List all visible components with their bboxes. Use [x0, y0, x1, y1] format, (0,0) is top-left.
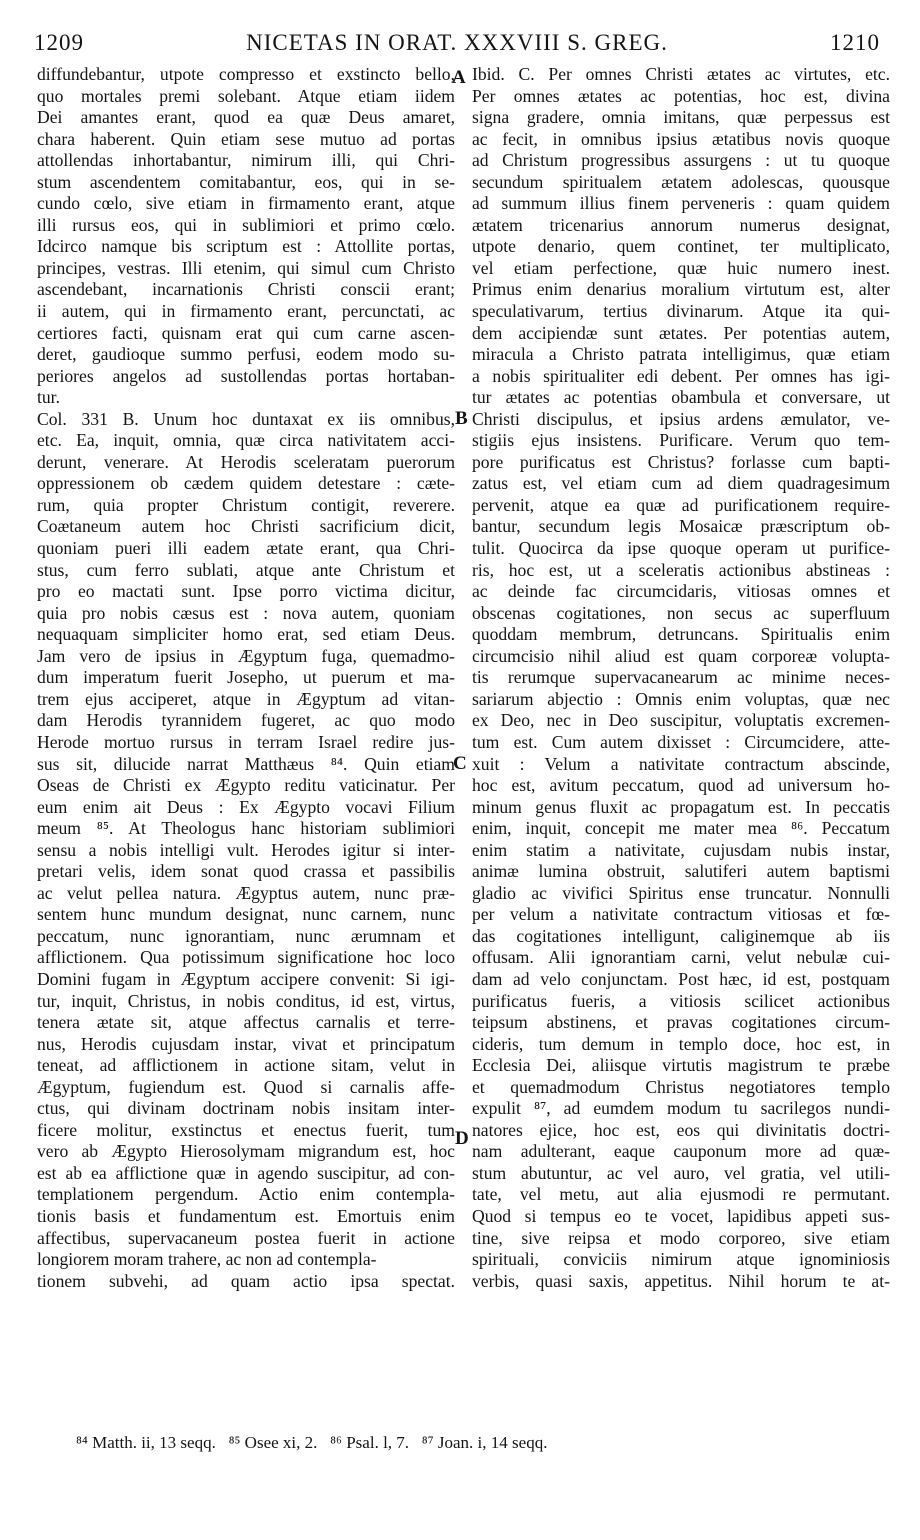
text-line: tenera ætate sit, atque affectus carnalis et terre- — [37, 1012, 455, 1033]
text-line: sentem hunc mundum designat, nunc carnem, nunc — [37, 904, 455, 925]
text-line: nequaquam simpliciter homo erat, sed etiam Deus. — [37, 624, 455, 645]
text-line: longiorem moram trahere, ac non ad contempla- — [37, 1249, 377, 1270]
text-line: tis rerumque supervacanearum ac minime neces- — [472, 667, 890, 688]
text-line: stigiis ejus insistens. Purificare. Verum quo tem- — [472, 430, 890, 451]
text-line: Christi discipulus, et ipsius ardens æmulator, ve- — [472, 408, 890, 429]
page-number-right: 1210 — [830, 30, 880, 55]
text-line: Dei amantes erant, quod ea quæ Deus amaret, — [37, 107, 455, 128]
text-line: principes, vestras. Illi etenim, qui simul cum Christo — [37, 257, 455, 278]
text-line: ex Deo, nec in Deo suscipitur, voluptatis excremen- — [472, 710, 890, 731]
text-line: enim statim a nativitate, cujusdam nubis instar, — [472, 839, 890, 860]
text-line: Domini fugam in Ægyptum accipere convenit: Si igi- — [37, 968, 455, 989]
text-line: tionis basis et fundamentum est. Emortuis enim — [37, 1205, 455, 1226]
text-line: sariarum abjectio : Omnis enim voluptas, quæ nec — [472, 688, 890, 709]
text-line: tur ætates ac potentias obambula et conversare, ut — [472, 387, 890, 408]
text-line: tulit. Quocirca da ipse quoque operam ut purifice- — [472, 538, 890, 559]
text-line: vel etiam perfectione, quæ huic numero inest. — [472, 257, 890, 278]
text-line: quo mortales premi solebant. Atque etiam iidem — [37, 85, 455, 106]
text-line: tur, inquit, Christus, in nobis conditus, id est, virtus, — [37, 990, 455, 1011]
text-line: eum enim ait Deus : Ex Ægypto vocavi Filium — [37, 796, 455, 817]
text-line: pervenit, atque ea quæ ad purificationem require- — [472, 494, 890, 515]
text-line: stum abutuntur, ac vel auro, vel gratia, vel utili- — [472, 1162, 890, 1183]
text-line: Quod si tempus eo te vocet, lapidibus appeti sus- — [472, 1205, 890, 1226]
text-line: Primus enim denarius moralium virtutum est, alter — [472, 279, 890, 300]
text-line: vero ab Ægypto Hierosolymam migrandum est, hoc — [37, 1141, 455, 1162]
text-line: periores angelos ad sustollendas portas hortaban- — [37, 365, 455, 386]
margin-marker-c: C — [453, 753, 467, 774]
text-line: meum ⁸⁵. At Theologus hanc historiam sublimiori — [37, 818, 455, 839]
text-line: ad Christum progressibus assurgens : ut tu quoque — [472, 150, 890, 171]
text-line: tum est. Cum autem dixisset : Circumcidere, atte- — [472, 731, 890, 752]
text-line: affectibus, supervacaneum postea fuerit in actione — [37, 1227, 455, 1248]
text-line: ii autem, qui in firmamento erant, percunctati, ac — [37, 301, 455, 322]
left-column — [37, 64, 455, 1292]
text-line: ad summum illius finem perveneris : quam quidem — [472, 193, 890, 214]
text-line: cundo cœlo, sive etiam in firmamento erant, atque — [37, 193, 455, 214]
text-line: quoddam membrum, detruncans. Spiritualis enim — [472, 624, 890, 645]
text-line: ficere molitur, exstinctus et enectus fuerit, tum — [37, 1119, 455, 1140]
text-line: sensu a nobis intelligi vult. Herodes igitur si inter- — [37, 839, 455, 860]
text-line: quia pro nobis cæsus est : nova autem, quoniam — [37, 602, 455, 623]
text-line: pretari velis, idem sonat quod crassa et passibilis — [37, 861, 455, 882]
text-line: expulit ⁸⁷, ad eumdem modum tu sacrilegos nundi- — [472, 1098, 890, 1119]
text-line: Per omnes ætates ac potentias, hoc est, divina — [472, 85, 890, 106]
text-line: rum, quia propter Christum contigit, reverere. — [37, 494, 455, 515]
text-line: stus, cum ferro sublati, atque ante Christum et — [37, 559, 455, 580]
text-line: tine, sive reipsa et modo corporeo, sive etiam — [472, 1227, 890, 1248]
text-line: attollendas inhortabantur, nimirum illi, qui Chri- — [37, 150, 455, 171]
text-line: derunt, venerare. At Herodis sceleratam puerorum — [37, 451, 455, 472]
text-line: circumcisio nihil aliud est quam corporeæ volupta- — [472, 645, 890, 666]
text-line: nus, Herodis cujusdam instar, vivat et principatum — [37, 1033, 455, 1054]
text-line: Ægyptum, fugiendum est. Quod si carnalis affe- — [37, 1076, 455, 1097]
text-line: sus sit, dilucide narrat Matthæus ⁸⁴. Quin etiam — [37, 753, 455, 774]
text-line: bantur, secundum legis Mosaicæ præscriptum ob- — [472, 516, 890, 537]
text-line: offusam. Alii ignorantiam carni, velut nebulæ cui- — [472, 947, 890, 968]
text-line: Herode mortuo rursus in terram Israel redire jus- — [37, 731, 455, 752]
text-line: signa gradere, omnia imitans, quæ perpessus est — [472, 107, 890, 128]
text-line: teipsum abstinens, et pravas cogitationes circum- — [472, 1012, 890, 1033]
text-line: pore purificatus est Christus? forlasse cum bapti- — [472, 451, 890, 472]
text-line: trem ejus acciperet, atque in Ægyptum ad vitan- — [37, 688, 455, 709]
running-title: NICETAS IN ORAT. XXXVIII S. GREG. — [246, 30, 668, 55]
text-line: Ecclesia Dei, aliisque virtutis magistrum te præbe — [472, 1055, 890, 1076]
text-line: gladio ac vivifici Spiritus ense truncatur. Nonnulli — [472, 882, 890, 903]
text-line: dam ad velo conjunctam. Post hæc, id est, postquam — [472, 968, 890, 989]
footnotes: ⁸⁴ Matth. ii, 13 seqq. ⁸⁵ Osee xi, 2. ⁸⁶ Psal. l, 7. ⁸⁷ Joan. i, 14 seqq. — [76, 1433, 548, 1452]
text-line: ris, hoc est, ut a sceleratis actionibus abstineas : — [472, 559, 890, 580]
right-column — [472, 64, 890, 1292]
text-line: tionem subvehi, ad quam actio ipsa spectat. — [37, 1270, 455, 1291]
text-line: miracula a Christo patrata intelligimus, quæ etiam — [472, 344, 890, 365]
text-line: animæ lumina obstruit, salutiferi autem baptismi — [472, 861, 890, 882]
text-line: per velum a nativitate contractum vitiosas et fœ- — [472, 904, 890, 925]
text-line: Oseas de Christi ex Ægypto reditu vaticinatur. Per — [37, 775, 455, 796]
text-line: tur. — [37, 387, 60, 408]
text-line: etc. Ea, inquit, omnia, quæ circa nativitatem acci- — [37, 430, 455, 451]
margin-marker-a: A — [452, 67, 466, 88]
text-line: enim, inquit, concepit me mater mea ⁸⁶. Peccatum — [472, 818, 890, 839]
page-header — [34, 30, 880, 64]
text-line: ascendebant, incarnationis Christi conscii erant; — [37, 279, 455, 300]
text-line: cideris, tum demum in templo doce, hoc est, in — [472, 1033, 890, 1054]
text-line: ætatem tricenarius annorum numerus designat, — [472, 214, 890, 235]
text-line: a nobis spiritualiter edi debent. Per omnes has igi- — [472, 365, 890, 386]
text-line: stum ascendentem comitabantur, eos, qui in se- — [37, 171, 455, 192]
text-line: diffundebantur, utpote compresso et exstincto bello, — [37, 64, 455, 84]
text-line: peccatum, nunc ignorantiam, nunc ærumnam et — [37, 925, 455, 946]
text-line: secundum spiritualem ætatem adolescas, quousque — [472, 171, 890, 192]
text-line: verbis, quasi saxis, appetitus. Nihil horum te at- — [472, 1270, 890, 1291]
text-line: ac velut pellea natura. Ægyptus autem, nunc præ- — [37, 882, 455, 903]
text-line: natores ejice, hoc est, eos qui divinitatis doctri- — [472, 1119, 890, 1140]
text-line: deret, gaudioque summo perfusi, eodem modo su- — [37, 344, 455, 365]
text-line: Col. 331 B. Unum hoc duntaxat ex iis omnibus, — [37, 408, 455, 429]
text-line: purificatus fueris, a vitiosis scilicet actionibus — [472, 990, 890, 1011]
margin-marker-b: B — [455, 408, 468, 429]
text-line: est ab ea afflictione quæ in agendo suscipitur, ad con- — [37, 1162, 455, 1183]
text-line: Coætaneum autem hoc Christi sacrificium dicit, — [37, 516, 455, 537]
text-line: Jam vero de ipsius in Ægyptum fuga, quemadmo- — [37, 645, 455, 666]
text-line: zatus est, vel etiam cum ad diem quadragesimum — [472, 473, 890, 494]
text-line: hoc est, avitum peccatum, quod ad universum ho- — [472, 775, 890, 796]
text-line: certiores facti, quisnam erat qui cum carne ascen- — [37, 322, 455, 343]
text-line: dam Herodis tyrannidem fugeret, ac quo modo — [37, 710, 455, 731]
page-number-left: 1209 — [34, 30, 84, 55]
text-line: afflictionem. Qua potissimum significatione hoc loco — [37, 947, 455, 968]
text-line: xuit : Velum a nativitate contractum abscinde, — [472, 753, 890, 774]
text-line: teneat, ad afflictionem in actione sitam, velut in — [37, 1055, 455, 1076]
text-line: dum imperatum fuerit Josepho, ut puerum et ma- — [37, 667, 455, 688]
text-line: tate, vel metu, aut alia ejusmodi re permutant. — [472, 1184, 890, 1205]
text-line: obscenas cogitationes, non secus ac superfluum — [472, 602, 890, 623]
text-line: Ibid. C. Per omnes Christi ætates ac virtutes, etc. — [472, 64, 890, 84]
text-line: das cogitationes intelligunt, caliginemque ab iis — [472, 925, 890, 946]
text-line: chara haberent. Quin etiam sese mutuo ad portas — [37, 128, 455, 149]
text-line: et quemadmodum Christus negotiatores templo — [472, 1076, 890, 1097]
text-line: Idcirco namque bis scriptum est : Attollite portas, — [37, 236, 455, 257]
text-line: templationem pergendum. Actio enim contempla- — [37, 1184, 455, 1205]
text-line: nam adulterant, eaque cauponum more ad quæ- — [472, 1141, 890, 1162]
text-line: oppressionem ob cædem quidem detestare : cæte- — [37, 473, 455, 494]
text-line: spirituali, conviciis nimirum atque ignominiosis — [472, 1249, 890, 1270]
text-line: utpote denario, quem continet, ter multiplicato, — [472, 236, 890, 257]
text-line: ctus, qui divinam doctrinam nobis insitam inter- — [37, 1098, 455, 1119]
text-line: ac fecit, in omnibus ipsius ætatibus novis quoque — [472, 128, 890, 149]
text-line: illi rursus eos, qui in sublimiori et primo cœlo. — [37, 214, 455, 235]
margin-marker-d: D — [455, 1128, 469, 1149]
text-line: ac deinde fac circumcidaris, vitiosas omnes et — [472, 581, 890, 602]
text-line: quoniam pueri illi eadem ætate erant, qua Chri- — [37, 538, 455, 559]
text-line: dem accipiendæ sunt ætates. Per potentias autem, — [472, 322, 890, 343]
text-line: speculativarum, tertius divinarum. Atque ita qui- — [472, 301, 890, 322]
text-line: minum genus fluxit ac propagatum est. In peccatis — [472, 796, 890, 817]
text-line: pro eo mactati sunt. Ipse porro victima dicitur, — [37, 581, 455, 602]
